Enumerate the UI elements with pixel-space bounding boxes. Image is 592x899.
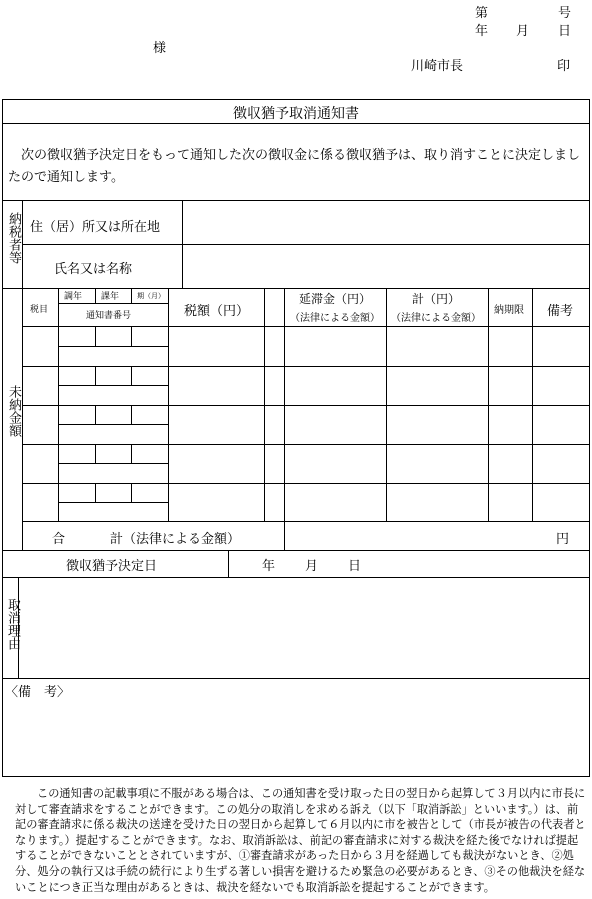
col-tax-item: 税目 [30,305,49,315]
document-title: 徴収猶予取消通知書 [233,106,359,122]
col-notice-number: 通知書番号 [86,311,132,321]
reason-label: 取消理由 [5,598,20,650]
col-delay-title: 延滞金（円） [299,292,372,306]
col-remarks: 備考 [547,304,574,319]
issuer-name: 川崎市長 [411,59,464,74]
decision-month: 月 [305,559,319,574]
total-yen: 円 [556,532,570,547]
decision-year: 年 [262,559,276,574]
total-label-first: 合 [52,532,66,547]
seal-mark: 印 [557,59,571,74]
decision-date-label: 徴収猶予決定日 [66,559,158,574]
number-prefix: 第 [475,6,489,21]
col-period: 期（月） [137,292,165,300]
col-delay-sub: （法律による金額） [290,313,380,324]
decision-day: 日 [348,559,362,574]
amounts-section-label: 未納金額 [6,385,21,437]
name-label: 氏名又は名称 [54,262,133,277]
date-year: 年 [475,24,489,39]
col-total-sub: （法律による金額） [391,313,481,324]
address-label: 住（居）所又は所在地 [30,220,161,235]
number-suffix: 号 [558,6,572,21]
taxpayer-section-label: 納税者等 [6,212,21,264]
col-tax-amount: 税額（円） [184,304,250,319]
intro-text: 次の徴収猶予決定日をもって通知した次の徴収金に係る徴収猶予は、取り消すことに決定しましたので通知します。 [8,148,581,185]
col-total-title: 計（円） [412,292,461,306]
recipient-honorific: 様 [153,41,167,56]
appeal-notice: この通知書の記載事項に不服がある場合は、この通知書を受け取った日の翌日から起算して３月以内に市長に対して審査請求をすることができます。この処分の取消しを求める訴え（以下「取消訴訟」といいます。）は、前記の審査請求に係る裁決の送達を受けた日の翌日から起算して６月以内に市を被告として（市長が被告の代表者となります。）提起することができます。なお、取消訴訟は、前記の審査請求に対する裁決を経た後でなければ提起することができないこととされていますが、①審査請求があった日から３月を経過しても裁決がないとき、②処分、処分の執行又は手続の続行により生ずる著しい損害を避けるため緊急の必要があるとき、③その他裁決を経ないことにつき正当な理由があるときは、裁決を経ないでも取消訴訟を提起することができます。 [15,787,586,894]
date-day: 日 [558,24,572,39]
col-year-ka: 課年 [101,292,120,302]
col-year-chotei: 調年 [64,292,83,302]
total-label-rest: 計（法律による金額） [110,532,241,547]
remarks-label: 〈備 考〉 [5,685,71,700]
col-due-date: 納期限 [494,305,524,316]
date-month: 月 [516,24,530,39]
